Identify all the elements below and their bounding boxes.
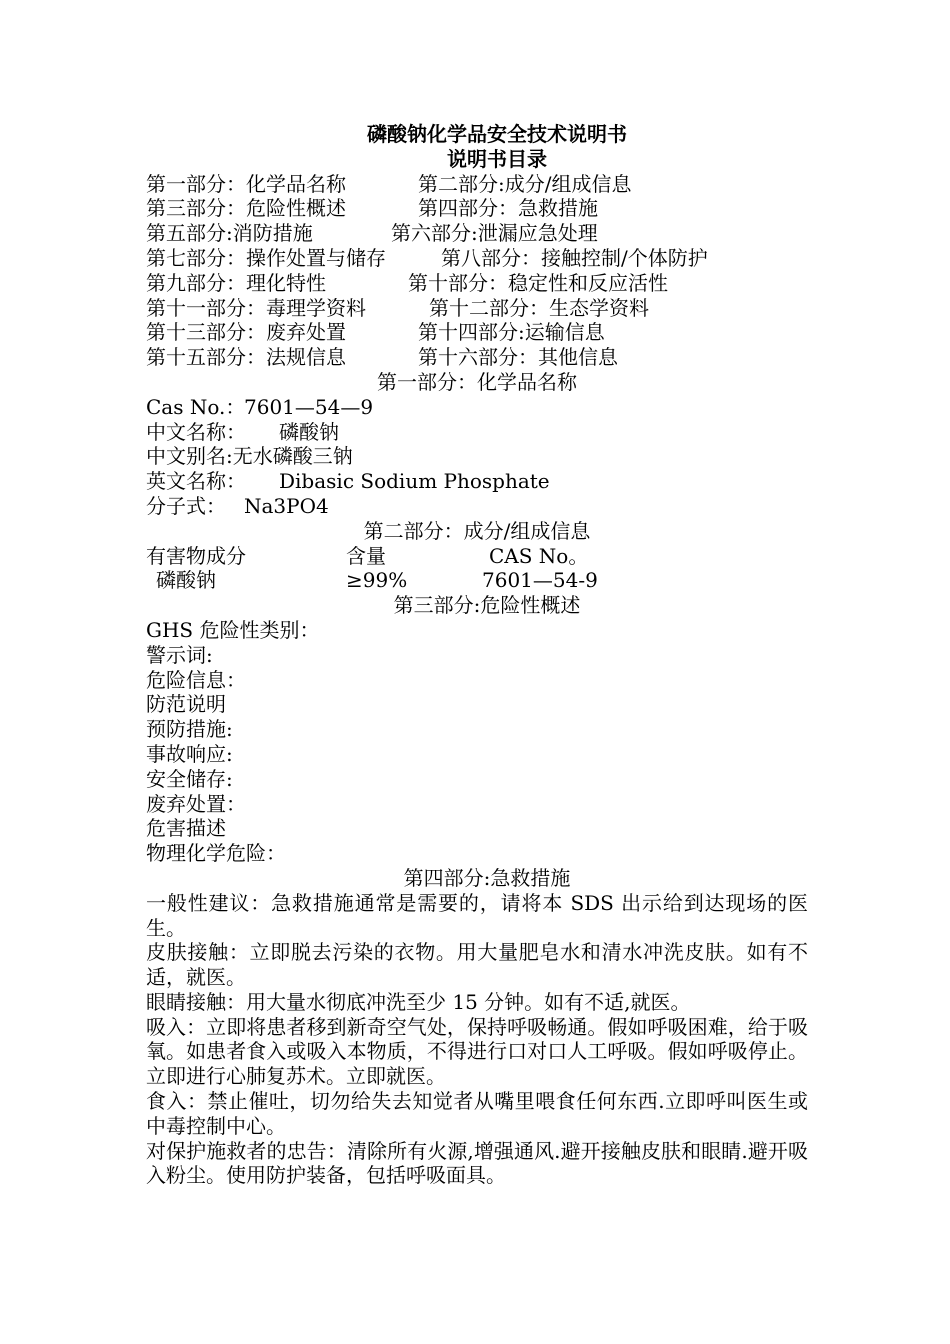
toc-row bbox=[146, 296, 808, 321]
hazard-line: 安全储存: bbox=[146, 766, 233, 791]
toc-entry: 第四部分：急救措施 bbox=[418, 196, 598, 221]
first-aid-paragraph: 眼睛接触：用大量水彻底冲洗至少 15 分钟。如有不适,就医。 bbox=[146, 989, 691, 1014]
toc-row bbox=[146, 246, 808, 271]
table-row bbox=[146, 568, 808, 593]
info-row bbox=[146, 395, 808, 420]
info-label: 中文别名: bbox=[146, 444, 233, 469]
section-3-heading: 第三部分:危险性概述 bbox=[393, 593, 581, 618]
info-label: 英文名称： bbox=[146, 469, 246, 494]
hazard-line: 防范说明 bbox=[146, 692, 226, 717]
toc-entry: 第三部分：危险性概述 bbox=[146, 196, 346, 221]
toc-entry: 第十二部分：生态学资料 bbox=[429, 295, 649, 320]
table-cell: ≥99% bbox=[346, 568, 408, 593]
toc-entry: 第十三部分：废弃处置 bbox=[146, 320, 346, 345]
toc-entry: 第十五部分：法规信息 bbox=[146, 345, 346, 370]
info-label: 中文名称： bbox=[146, 419, 246, 444]
toc-entry: 第十四部分:运输信息 bbox=[418, 320, 605, 345]
hazard-overview bbox=[146, 618, 808, 866]
toc-entry: 第九部分：理化特性 bbox=[146, 270, 326, 295]
section-2-heading: 第二部分：成分/组成信息 bbox=[363, 518, 591, 543]
hazard-line: 警示词: bbox=[146, 642, 213, 667]
hazard-line: 危险信息： bbox=[146, 667, 246, 692]
hazard-line: 预防措施: bbox=[146, 717, 233, 742]
info-row bbox=[146, 444, 808, 469]
table-cell: 磷酸钠 bbox=[156, 568, 216, 593]
toc-entry: 第十一部分：毒理学资料 bbox=[146, 295, 366, 320]
chemical-identification bbox=[146, 395, 808, 519]
toc-entry: 第二部分:成分/组成信息 bbox=[418, 171, 632, 196]
first-aid-paragraph: 食入：禁止催吐，切勿给失去知觉者从嘴里喂食任何东西.立即呼叫医生或中毒控制中心。 bbox=[146, 1089, 808, 1138]
table-cell: 7601—54-9 bbox=[482, 568, 598, 593]
hazard-line: GHS 危险性类别： bbox=[146, 617, 320, 642]
info-value: 7601—54—9 bbox=[244, 394, 374, 419]
info-row bbox=[146, 494, 808, 519]
first-aid-paragraph: 对保护施救者的忠告：清除所有火源,增强通风.避开接触皮肤和眼睛.避开吸入粉尘。使用防护装备，包括呼吸面具。 bbox=[146, 1138, 808, 1188]
toc-row bbox=[146, 172, 808, 197]
toc-row bbox=[146, 320, 808, 345]
toc-row bbox=[146, 345, 808, 370]
toc-entry: 第十部分：稳定性和反应活性 bbox=[408, 270, 668, 295]
hazard-line: 危害描述 bbox=[146, 816, 226, 841]
info-label: Cas No.： bbox=[146, 394, 246, 419]
table-header-row bbox=[146, 544, 808, 569]
document-body bbox=[146, 122, 808, 1188]
info-value: 磷酸钠 bbox=[279, 419, 339, 444]
toc-title: 说明书目录 bbox=[447, 146, 547, 171]
toc-entry: 第十六部分：其他信息 bbox=[418, 345, 618, 370]
info-value: Na3PO4 bbox=[244, 493, 329, 518]
info-label: 分子式： bbox=[146, 493, 226, 518]
toc-entry: 第一部分：化学品名称 bbox=[146, 171, 346, 196]
column-header: 有害物成分 bbox=[146, 543, 246, 568]
hazard-line: 物理化学危险： bbox=[146, 841, 286, 866]
first-aid-paragraph: 皮肤接触：立即脱去污染的衣物。用大量肥皂水和清水冲洗皮肤。如有不适，就医。 bbox=[146, 940, 808, 990]
toc-entry: 第五部分:消防措施 bbox=[146, 221, 313, 246]
first-aid-measures bbox=[146, 891, 808, 1189]
toc-entry: 第六部分:泄漏应急处理 bbox=[391, 221, 598, 246]
column-header: 含量 bbox=[346, 543, 386, 568]
toc-row bbox=[146, 271, 808, 296]
section-4-heading: 第四部分:急救措施 bbox=[403, 865, 571, 890]
table-of-contents bbox=[146, 172, 808, 370]
info-value: Dibasic Sodium Phosphate bbox=[279, 469, 550, 494]
column-header: CAS No。 bbox=[489, 543, 589, 568]
info-row bbox=[146, 469, 808, 494]
toc-row bbox=[146, 221, 808, 246]
first-aid-paragraph: 吸入：立即将患者移到新奇空气处，保持呼吸畅通。假如呼吸困难，给于吸氧。如患者食入或吸入本物质，不得进行口对口人工呼吸。假如呼吸停止。立即进行心肺复苏术。立即就医。 bbox=[146, 1014, 808, 1089]
hazard-line: 废弃处置： bbox=[146, 791, 246, 816]
document-title: 磷酸钠化学品安全技术说明书 bbox=[367, 122, 627, 146]
hazard-line: 事故响应: bbox=[146, 741, 233, 766]
toc-entry: 第七部分：操作处置与储存 bbox=[146, 245, 386, 270]
section-1-heading: 第一部分：化学品名称 bbox=[377, 369, 577, 394]
composition-table bbox=[146, 544, 808, 594]
first-aid-paragraph: 一般性建议：急救措施通常是需要的，请将本 SDS 出示给到达现场的医生。 bbox=[146, 890, 808, 940]
info-value: 无水磷酸三钠 bbox=[232, 444, 353, 469]
info-row bbox=[146, 420, 808, 445]
toc-entry: 第八部分：接触控制/个体防护 bbox=[441, 245, 708, 270]
toc-row bbox=[146, 196, 808, 221]
